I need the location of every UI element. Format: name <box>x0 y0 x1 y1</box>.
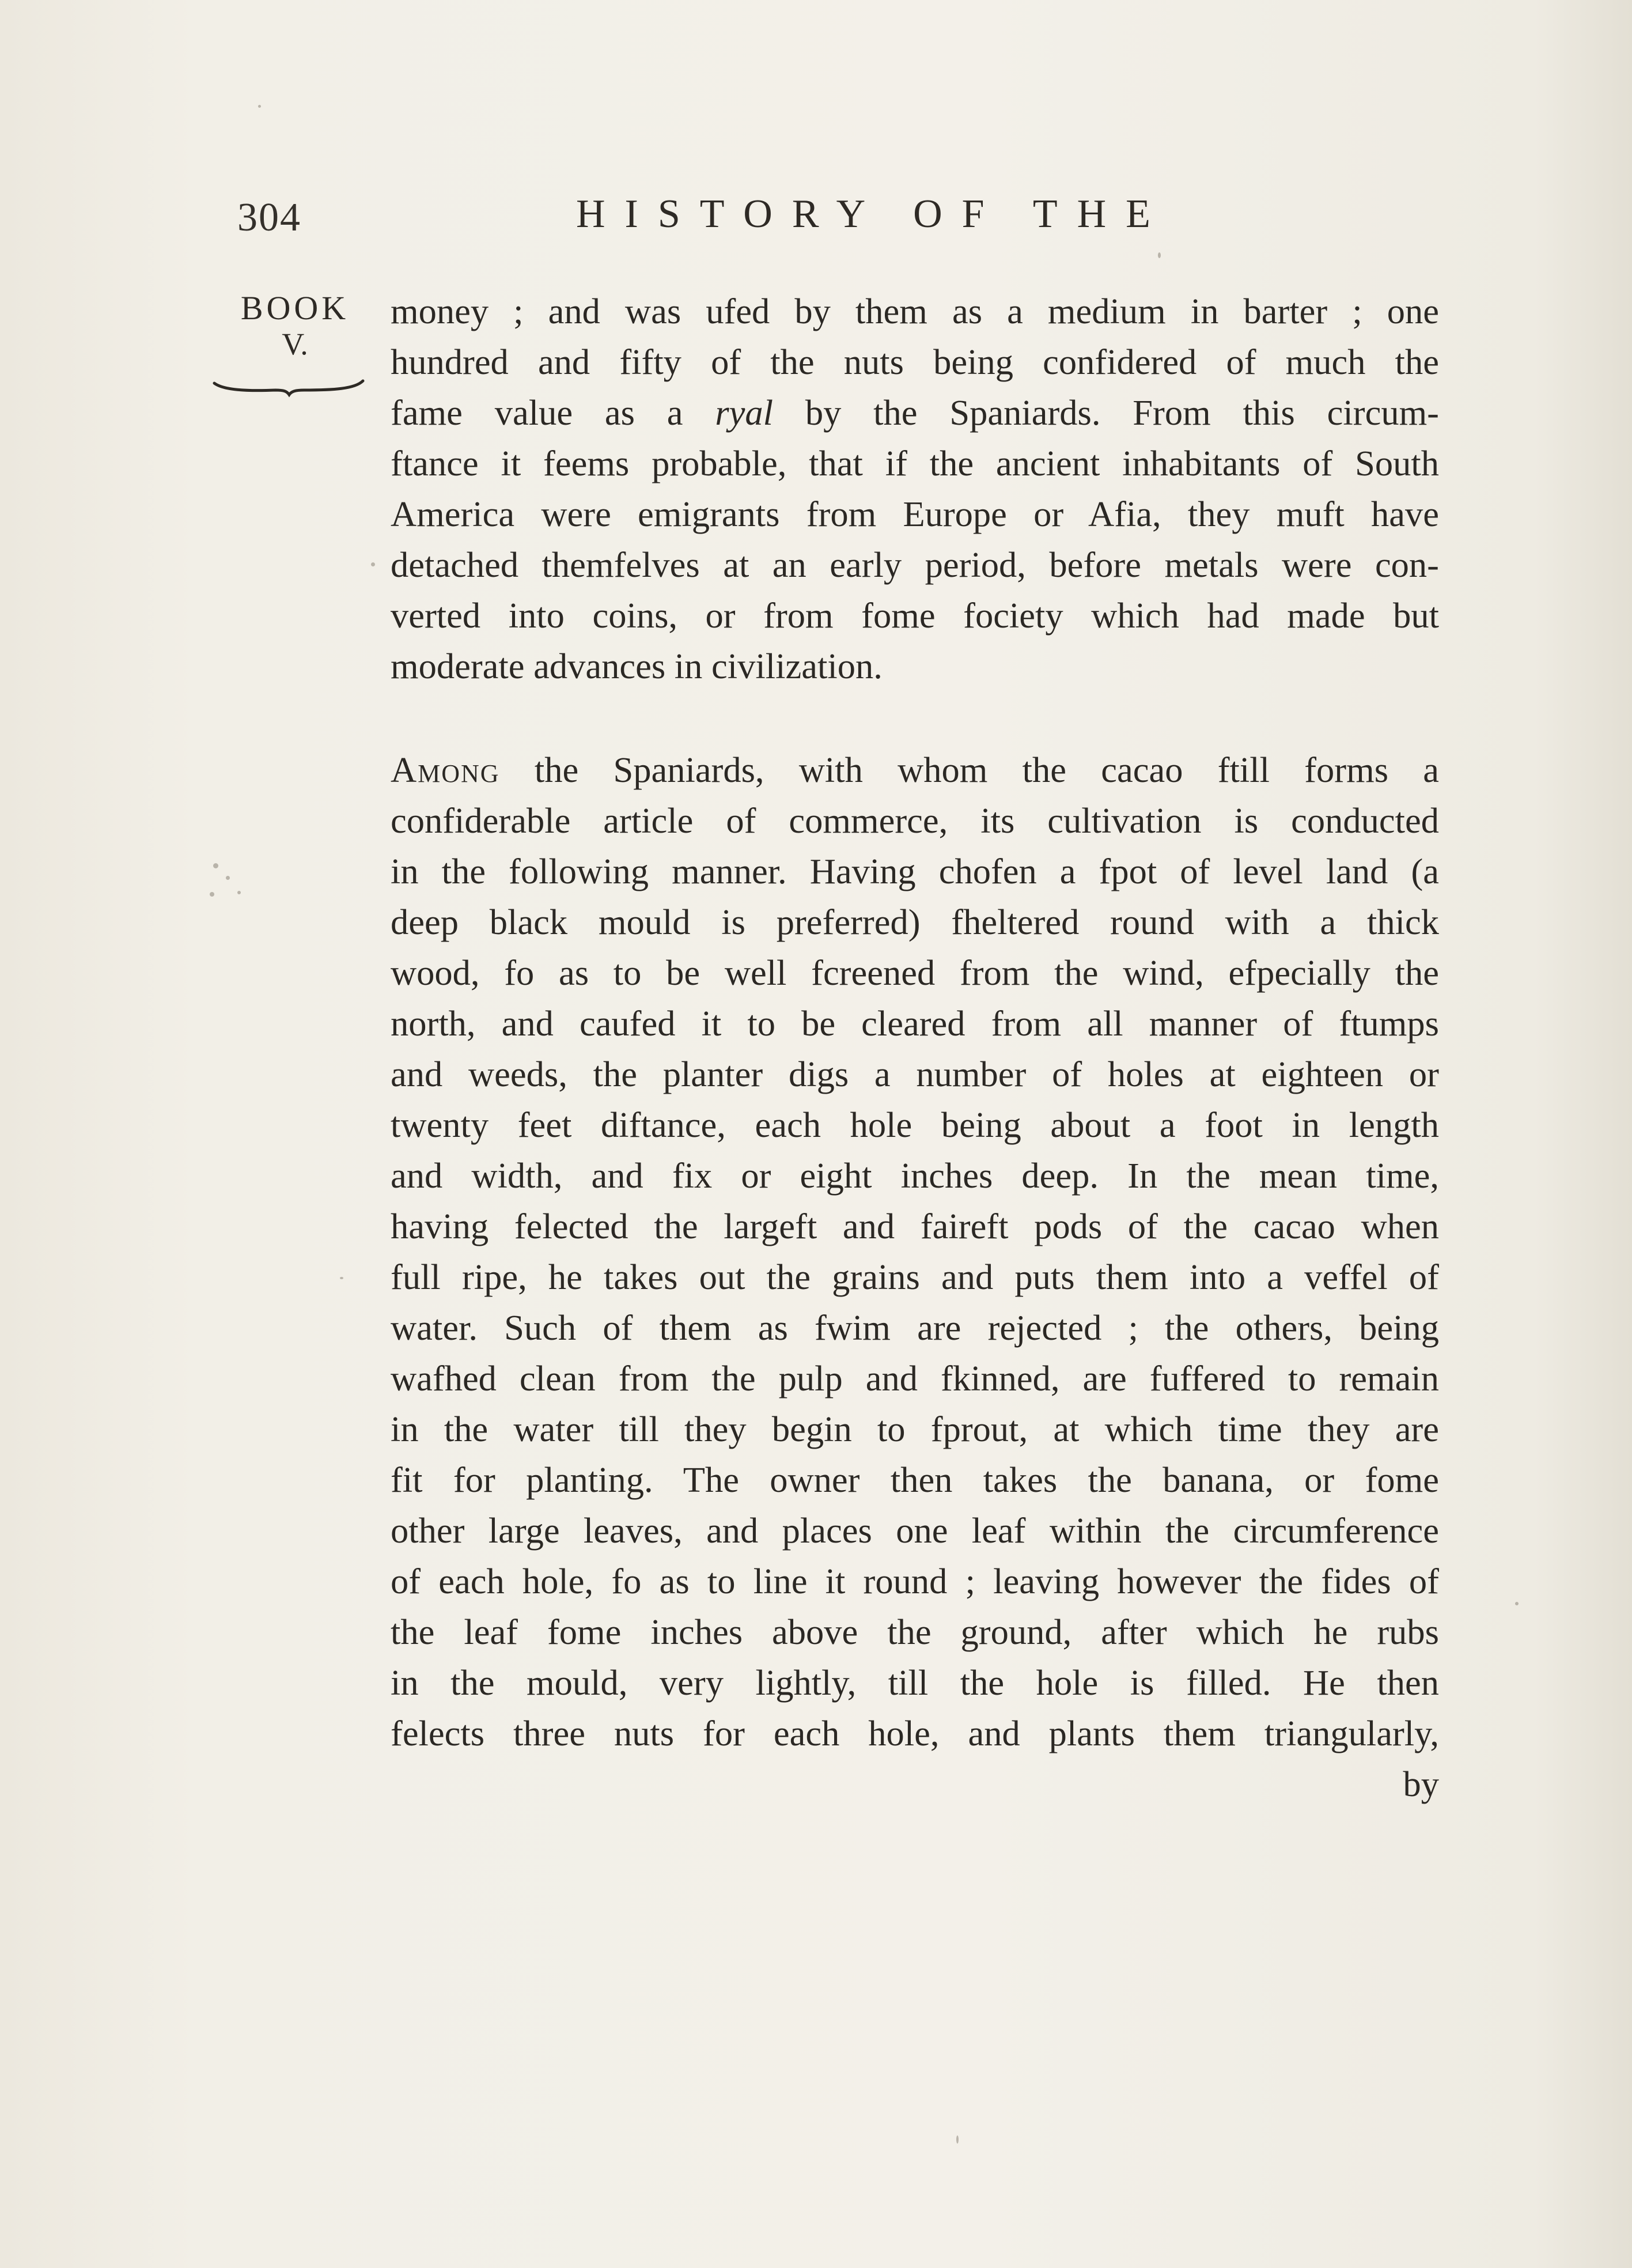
text-line: wafhed clean from the pulp and fkinned, are fuffered to remain <box>391 1358 1439 1398</box>
text-line: of each hole, fo as to line it round ; leaving however the fides of <box>391 1561 1439 1601</box>
paper-speck <box>371 562 375 566</box>
paper-speck <box>956 2135 959 2144</box>
text-line: verted into coins, or from fome fociety which had made but <box>391 595 1439 636</box>
catchword: by <box>1403 1764 1439 1804</box>
opening-word: Among <box>391 750 500 790</box>
text-line: water. Such of them as fwim are rejected ; the others, being <box>391 1307 1439 1348</box>
text-line: and weeds, the planter digs a number of holes at eighteen or <box>391 1054 1439 1094</box>
text-line <box>391 387 1439 438</box>
text-fragment: the Spaniards, with whom the cacao ftill forms a <box>534 750 1440 790</box>
running-head: HISTORY OF THE <box>576 192 1170 236</box>
paragraph-1 <box>391 286 1439 691</box>
text-line: the leaf fome inches above the ground, after which he rubs <box>391 1612 1439 1652</box>
paper-speck <box>258 105 261 108</box>
text-line: moderate advances in civilization. <box>391 646 883 686</box>
text-line: and width, and fix or eight inches deep. In the mean time, <box>391 1155 1439 1196</box>
text-line: north, and caufed it to be cleared from all manner of ftumps <box>391 1003 1439 1044</box>
text-fragment: fame value as a <box>391 392 715 433</box>
text-line: detached themfelves at an early period, before metals were con- <box>391 545 1439 585</box>
text-line: in the mould, very lightly, till the hole is filled. He then <box>391 1662 1439 1703</box>
text-line: felects three nuts for each hole, and plants them triangularly, <box>391 1713 1439 1753</box>
paper-speck <box>210 892 214 897</box>
paper-speck <box>213 863 218 868</box>
text-line: wood, fo as to be well fcreened from the wind, efpecially the <box>391 952 1439 993</box>
margin-book-numeral: V. <box>282 327 308 361</box>
paragraph-2 <box>391 744 1439 1809</box>
text-line: other large leaves, and places one leaf within the circumference <box>391 1510 1439 1551</box>
page-number: 304 <box>237 195 301 240</box>
text-line: deep black mould is preferred) fheltered round with a thick <box>391 902 1439 942</box>
paragraph-gap <box>391 691 1439 744</box>
text-line: ftance it feems probable, that if the ancient inhabitants of South <box>391 443 1439 483</box>
paper-speck <box>237 891 241 894</box>
text-line: twenty feet diftance, each hole being about a foot in length <box>391 1105 1439 1145</box>
text-line: fit for planting. The owner then takes the banana, or fome <box>391 1460 1439 1500</box>
text-line-first <box>391 744 1439 795</box>
text-line: in the water till they begin to fprout, at which time they are <box>391 1409 1439 1449</box>
paper-speck <box>1158 252 1161 258</box>
margin-book-label: BOOK <box>240 289 350 327</box>
paper-speck <box>1515 1602 1519 1605</box>
text-line: full ripe, he takes out the grains and puts them into a veffel of <box>391 1257 1439 1297</box>
text-line: money ; and was ufed by them as a medium in barter ; one <box>391 291 1439 331</box>
margin-brace-ornament <box>212 377 365 400</box>
text-fragment: by the Spaniards. From this circum- <box>773 392 1439 433</box>
italic-word: ryal <box>715 392 774 433</box>
margin-book-note <box>226 290 364 361</box>
text-line: having felected the largeft and faireft pods of the cacao when <box>391 1206 1439 1246</box>
text-line: hundred and fifty of the nuts being confidered of much the <box>391 342 1439 382</box>
text-line: America were emigrants from Europe or Afia, they muft have <box>391 494 1439 534</box>
text-line: in the following manner. Having chofen a fpot of level land (a <box>391 851 1439 891</box>
text-line: confiderable article of commerce, its cultivation is conducted <box>391 800 1439 841</box>
paper-speck <box>226 876 230 880</box>
paper-speck <box>340 1277 343 1279</box>
main-text <box>391 286 1439 1809</box>
